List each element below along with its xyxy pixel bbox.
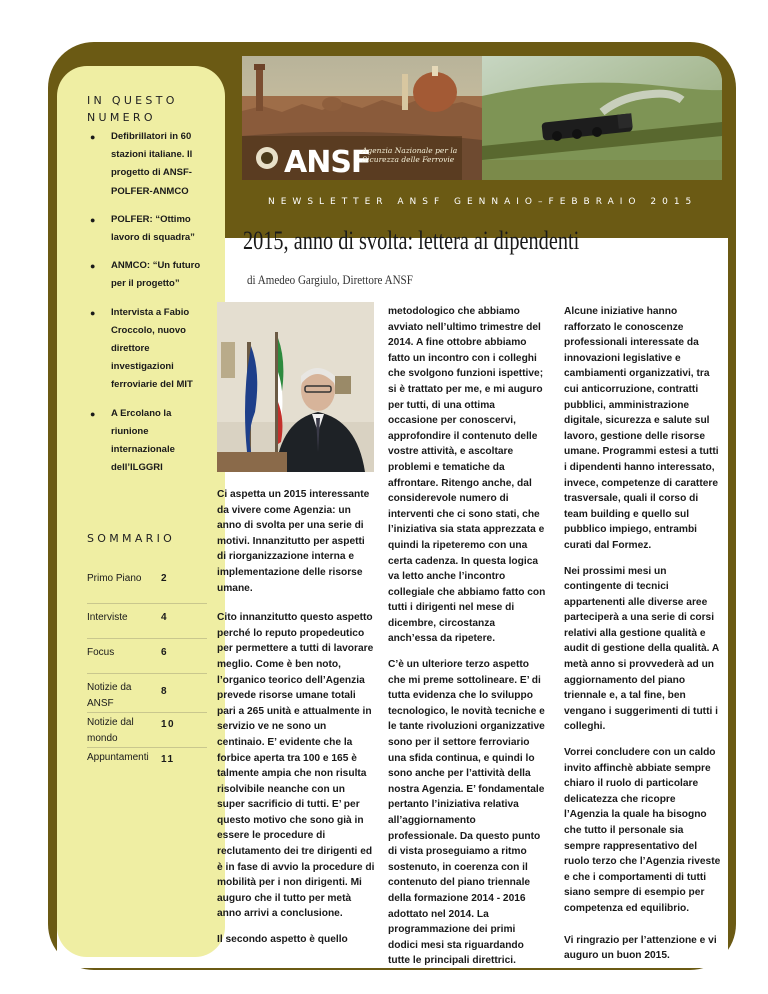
sommario-row[interactable]: Notizie da ANSF 8: [87, 674, 207, 713]
bullet-icon: ●: [90, 408, 96, 419]
contents-list: [86, 128, 210, 487]
article-title: 2015, anno di svolta: lettera ai dipendenti: [243, 226, 580, 255]
sommario-heading: SOMMARIO: [87, 532, 176, 545]
logo-text: ANSF: [284, 145, 371, 180]
paragraph: C’è un ulteriore terzo aspetto che mi preme sottolineare. E’ di tutta evidenza che lo sviluppo tecnologico, le novità tecniche e le tante rivoluzioni organizzative sono per il settore ferroviario una sfida continua, e quindi lo sono anche per l’attività della nostra Agenzia. E’ fondamentale pertanto l’iniziativa relativa all’aggiornamento professionale. Da questo punto di vista proseguiamo a ritmo sostenuto, in coerenza con il contenuto del piano triennale della formazione 2014 - 2016 adottato nel 2014. La programmazione dei primi dodici mesi sta riguardando tutte le principali direttrici.: [388, 659, 545, 967]
sommario-table: [87, 565, 207, 786]
paragraph: metodologico che abbiamo avviato nell’ultimo trimestre del 2014. A fine ottobre abbiamo fatto un incontro con i colleghi che svolgono funzioni ispettive; si è trattato per me, e mi auguro per tutti, di una ottima occasione per conoscervi, approfondire il contenuto delle vostre attività, e ascoltare problemi e tematiche da affrontare. Ritengo anche, dal considerevole numero di interventi che ci sono stati, che l’iniziativa sia stata apprezzata e quindi la ripeteremo con una certa cadenza. In questa logica va letto anche l’incontro collegiale che abbiamo fatto con tutti i dirigenti nel mese di dicembre, circostanza anch’essa da ripetere.: [388, 306, 546, 645]
sommario-row[interactable]: Focus 6: [87, 639, 207, 674]
bullet-icon: ●: [90, 261, 96, 272]
sommario-row[interactable]: Notizie dal mondo 10: [87, 713, 207, 748]
director-photo: [217, 302, 374, 472]
in-questo-numero-heading: IN QUESTO NUMERO: [87, 94, 178, 124]
paragraph: Vorrei concludere con un caldo invito affinchè abbiate sempre chiaro il ruolo di particolare delicatezza che ricopre l’Agenzia la quale ha bisogno che tutto il personale sia sempre rappresentativo del ruolo terzo che l’Agenzia riveste e che i comportamenti di tutti siano sempre di esempio per competenza ed equilibrio.: [564, 747, 721, 914]
bullet-icon: ●: [90, 214, 96, 225]
list-item[interactable]: ● Defibrillatori in 60 stazioni italiane. Il progetto di ANSF-POLFER-ANMCO: [86, 128, 210, 201]
sommario-row[interactable]: Primo Piano 2: [87, 565, 207, 604]
list-item[interactable]: ● A Ercolano la riunione internazionale dell’ILGGRI: [86, 405, 210, 478]
paragraph: Il secondo aspetto è quello: [217, 934, 348, 946]
paragraph: Alcune iniziative hanno rafforzato le conoscenze professionali interessate da innovazioni legislative e cambiamenti organizzativi, tra cui anticorruzione, contratti pubblici, amministrazione digitale, sicurezza e salute sul lavoro, gestione delle risorse umane. Programmi estesi a tutti i dipendenti hanno interessato, invece, competenze di carattere trasversale, quali il corso di team building e quello sul pubblico impiego, entrambi curati dal Formez.: [564, 306, 719, 551]
paragraph: Cito innanzitutto questo aspetto perché lo reputo propedeutico per permettere a tutti di lavorare meglio. Come è ben noto, l’organico teorico dell’Agenzia prevede risorse umane totali pari a 265 unità e attualmente in servizio ve ne sono un centinaio. E’ evidente che la forbice aperta tra 100 e 165 è talmente ampia che non risulta risolvibile neanche con un super sacrificio di tutti. E’ per questo motivo che sono già in essere le procedure di reclutamento dei tre dirigenti ed è in fase di avvio la procedure di mobilità per i non dirigenti. Mi auguro che il tutto per metà anno arrivi a conclusione.: [217, 612, 375, 920]
bullet-icon: ●: [90, 132, 96, 142]
list-item[interactable]: ● ANMCO: “Un futuro per il progetto”: [86, 257, 210, 293]
issue-date: GENNAIO–FEBBRAIO 2015: [454, 197, 698, 207]
article-byline: di Amedeo Gargiulo, Direttore ANSF: [247, 272, 413, 287]
newsletter-label: NEWSLETTER ANSF: [268, 197, 446, 207]
sommario-row[interactable]: Interviste 4: [87, 604, 207, 639]
newsletter-header-bar: [242, 197, 718, 213]
article-column-2: [388, 304, 546, 979]
list-item[interactable]: ● POLFER: “Ottimo lavoro di squadra”: [86, 211, 210, 247]
list-item[interactable]: ● Intervista a Fabio Croccolo, nuovo direttore investigazioni ferroviarie del MIT: [86, 304, 210, 395]
logo-subtitle: Agenzia Nazionale per la Sicurezza delle Ferrovie: [362, 146, 458, 164]
paragraph: Vi ringrazio per l’attenzione e vi auguro un buon 2015.: [564, 934, 717, 962]
article-column-1: [217, 487, 375, 958]
paragraph: Nei prossimi mesi un contingente di tecnici appartenenti alle diverse aree parteciperà a una serie di corsi relativi alla gestione qualità e audit di gestione della qualità. A metà anno si provvederà ad un aggiornamento del piano triennale e, a tal fine, ben vengano i suggerimenti di tutti i colleghi.: [564, 565, 719, 733]
bullet-icon: ●: [90, 307, 96, 318]
sommario-row[interactable]: Appuntamenti 11: [87, 752, 175, 765]
article-column-3: [564, 304, 722, 974]
paragraph: Ci aspetta un 2015 interessante da vivere come Agenzia: un anno di svolta per una serie di motivi. Innanzitutto per aspetti di riorganizzazione interna e implementazione delle risorse umane.: [217, 489, 370, 594]
